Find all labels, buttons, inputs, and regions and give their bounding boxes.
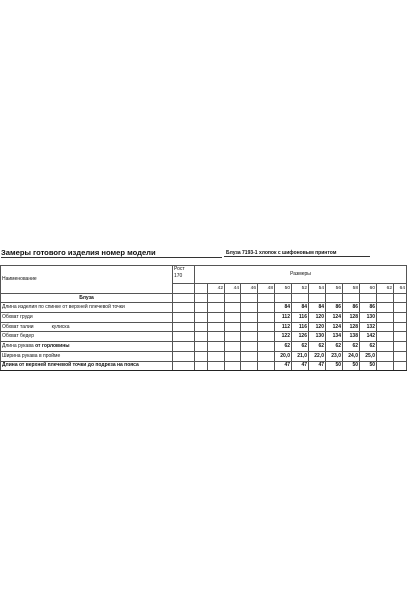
measurement-cell: 128 <box>343 313 360 323</box>
rost-value: 170 <box>174 273 183 279</box>
measurement-cell: 20,0 <box>275 351 292 361</box>
measurement-cell <box>225 342 241 352</box>
measurement-cell <box>394 361 407 371</box>
measurement-cell: 22,0 <box>309 351 326 361</box>
rost-cell <box>173 332 195 342</box>
empty-cell <box>343 293 360 303</box>
measurement-cell: 84 <box>292 303 309 313</box>
measurement-cell: 24,0 <box>343 351 360 361</box>
measurement-cell <box>394 303 407 313</box>
empty-cell <box>309 293 326 303</box>
measurement-cell: 130 <box>360 313 377 323</box>
measurement-cell <box>241 351 258 361</box>
row-label-cell <box>1 313 173 323</box>
rost-cell <box>173 303 195 313</box>
measurement-cell: 50 <box>326 361 343 371</box>
measurement-cell <box>377 303 394 313</box>
name-header: Наименование <box>1 266 173 294</box>
table-row <box>1 342 407 352</box>
size-column-header: 42 <box>208 284 225 294</box>
measurement-cell <box>394 342 407 352</box>
row-label-extra: от горловины <box>35 342 70 349</box>
measurement-cell: 84 <box>275 303 292 313</box>
spacer-cell <box>195 342 208 352</box>
measurement-cell <box>225 332 241 342</box>
measurement-cell: 62 <box>275 342 292 352</box>
model-underline <box>224 256 370 257</box>
row-label: Ширина рукава в пройме <box>2 352 61 359</box>
measurement-cell: 23,0 <box>326 351 343 361</box>
row-label-cell <box>1 332 173 342</box>
measurement-cell <box>225 361 241 371</box>
row-label-cell <box>1 361 173 371</box>
empty-cell <box>241 293 258 303</box>
row-label: Обхват бедер <box>2 333 34 340</box>
measurement-cell <box>258 342 275 352</box>
rost-blank <box>173 284 195 294</box>
measurement-cell: 47 <box>292 361 309 371</box>
size-column-header: 50 <box>275 284 292 294</box>
empty-cell <box>394 293 407 303</box>
size-column-header: 52 <box>292 284 309 294</box>
measurement-cell: 142 <box>360 332 377 342</box>
measurement-cell: 116 <box>292 322 309 332</box>
measurement-cell <box>225 303 241 313</box>
row-label-extra: кулиска <box>51 323 70 330</box>
measurement-cell <box>241 342 258 352</box>
spacer-cell <box>195 361 208 371</box>
measurement-cell <box>208 322 225 332</box>
table-row <box>1 313 407 323</box>
measurement-cell <box>208 303 225 313</box>
empty-cell <box>225 293 241 303</box>
table-row <box>1 322 407 332</box>
measurement-cell <box>225 322 241 332</box>
rost-header <box>173 266 195 284</box>
measurement-cell: 124 <box>326 313 343 323</box>
measurement-cell <box>241 361 258 371</box>
measurement-cell: 62 <box>292 342 309 352</box>
measurement-cell <box>208 351 225 361</box>
size-column-header: 54 <box>309 284 326 294</box>
row-label: Длина рукава <box>2 342 36 349</box>
header-row <box>1 266 407 284</box>
measurement-cell <box>377 351 394 361</box>
measurement-cell: 126 <box>292 332 309 342</box>
measurement-cell <box>225 313 241 323</box>
measurement-cell <box>241 313 258 323</box>
measurement-cell <box>394 332 407 342</box>
row-label: Обхват груди <box>2 313 33 320</box>
measurement-cell: 120 <box>309 313 326 323</box>
size-column-header: 60 <box>360 284 377 294</box>
empty-cell <box>173 293 195 303</box>
measurement-cell: 62 <box>343 342 360 352</box>
table-row <box>1 351 407 361</box>
measurement-cell <box>377 342 394 352</box>
measurement-cell: 128 <box>343 322 360 332</box>
measurement-cell <box>208 361 225 371</box>
measurement-cell: 86 <box>360 303 377 313</box>
document-title: Замеры готового изделия номер модели <box>1 248 156 257</box>
measurement-cell: 86 <box>326 303 343 313</box>
measurement-cell: 50 <box>343 361 360 371</box>
empty-cell <box>275 293 292 303</box>
size-column-header: 58 <box>343 284 360 294</box>
rost-label: Рост <box>174 266 185 272</box>
rost-cell <box>173 361 195 371</box>
measurement-cell: 47 <box>309 361 326 371</box>
table-row <box>1 332 407 342</box>
table-row <box>1 361 407 371</box>
measurement-cell <box>225 351 241 361</box>
measurement-cell <box>258 351 275 361</box>
measurement-cell: 62 <box>309 342 326 352</box>
measurement-cell: 25,0 <box>360 351 377 361</box>
rost-cell <box>173 351 195 361</box>
empty-cell <box>360 293 377 303</box>
section-label: Блуза <box>1 293 173 303</box>
empty-cell <box>292 293 309 303</box>
section-row <box>1 293 407 303</box>
measurement-cell: 112 <box>275 322 292 332</box>
rost-cell <box>173 322 195 332</box>
empty-cell <box>377 293 394 303</box>
measurement-cell <box>241 322 258 332</box>
measurement-cell: 116 <box>292 313 309 323</box>
measurement-cell <box>241 303 258 313</box>
measurement-cell <box>241 332 258 342</box>
row-label: Длина от верхней плечевой точки до подреза на пояса <box>2 362 139 369</box>
measurement-cell <box>258 313 275 323</box>
size-column-header: 56 <box>326 284 343 294</box>
measurement-cell <box>258 322 275 332</box>
row-label-cell <box>1 342 173 352</box>
measurement-cell <box>208 332 225 342</box>
measurement-cell <box>394 322 407 332</box>
measurement-cell: 62 <box>326 342 343 352</box>
measurement-cell <box>377 322 394 332</box>
empty-cell <box>208 293 225 303</box>
sizes-header: Размеры <box>195 266 407 284</box>
measurement-cell <box>258 332 275 342</box>
measurement-cell <box>377 361 394 371</box>
measurement-cell: 86 <box>343 303 360 313</box>
measurement-cell: 124 <box>326 322 343 332</box>
empty-cell <box>195 293 208 303</box>
rost-cell <box>173 342 195 352</box>
spacer-cell <box>195 351 208 361</box>
measurement-cell <box>258 361 275 371</box>
spacer-cell <box>195 313 208 323</box>
measurement-cell: 112 <box>275 313 292 323</box>
size-column-header: 46 <box>241 284 258 294</box>
table-row <box>1 303 407 313</box>
rost-cell <box>173 313 195 323</box>
row-label: Обхват талии <box>2 323 34 330</box>
measurement-cell <box>377 313 394 323</box>
measurement-cell: 122 <box>275 332 292 342</box>
measurement-cell <box>208 342 225 352</box>
measurement-cell <box>394 351 407 361</box>
measurement-cell <box>394 313 407 323</box>
measurement-cell: 62 <box>360 342 377 352</box>
empty-cell <box>258 293 275 303</box>
size-column-header: 64 <box>394 284 407 294</box>
measurement-cell: 21,0 <box>292 351 309 361</box>
spacer-cell <box>195 322 208 332</box>
spacer-cell <box>195 303 208 313</box>
size-column-header: 48 <box>258 284 275 294</box>
measurement-cell: 50 <box>360 361 377 371</box>
size-column-header: 44 <box>225 284 241 294</box>
measurement-cell: 84 <box>309 303 326 313</box>
measurement-cell: 120 <box>309 322 326 332</box>
size-spacer <box>195 284 208 294</box>
size-table <box>0 265 407 371</box>
row-label-cell <box>1 351 173 361</box>
measurement-cell <box>258 303 275 313</box>
measurement-cell <box>377 332 394 342</box>
measurement-cell: 132 <box>360 322 377 332</box>
spacer-cell <box>195 332 208 342</box>
row-label-cell <box>1 322 173 332</box>
measurement-cell: 138 <box>343 332 360 342</box>
measurement-cell <box>208 313 225 323</box>
size-column-header: 62 <box>377 284 394 294</box>
empty-cell <box>326 293 343 303</box>
measurement-cell: 134 <box>326 332 343 342</box>
title-underline <box>1 257 222 258</box>
measurement-cell: 130 <box>309 332 326 342</box>
model-name: Блуза 7193-1 хлопок с шифоновым принтом <box>226 250 337 256</box>
row-label: Длина изделия по спинке от верхней плечевой точки <box>2 304 125 311</box>
row-label-cell <box>1 303 173 313</box>
measurement-cell: 47 <box>275 361 292 371</box>
